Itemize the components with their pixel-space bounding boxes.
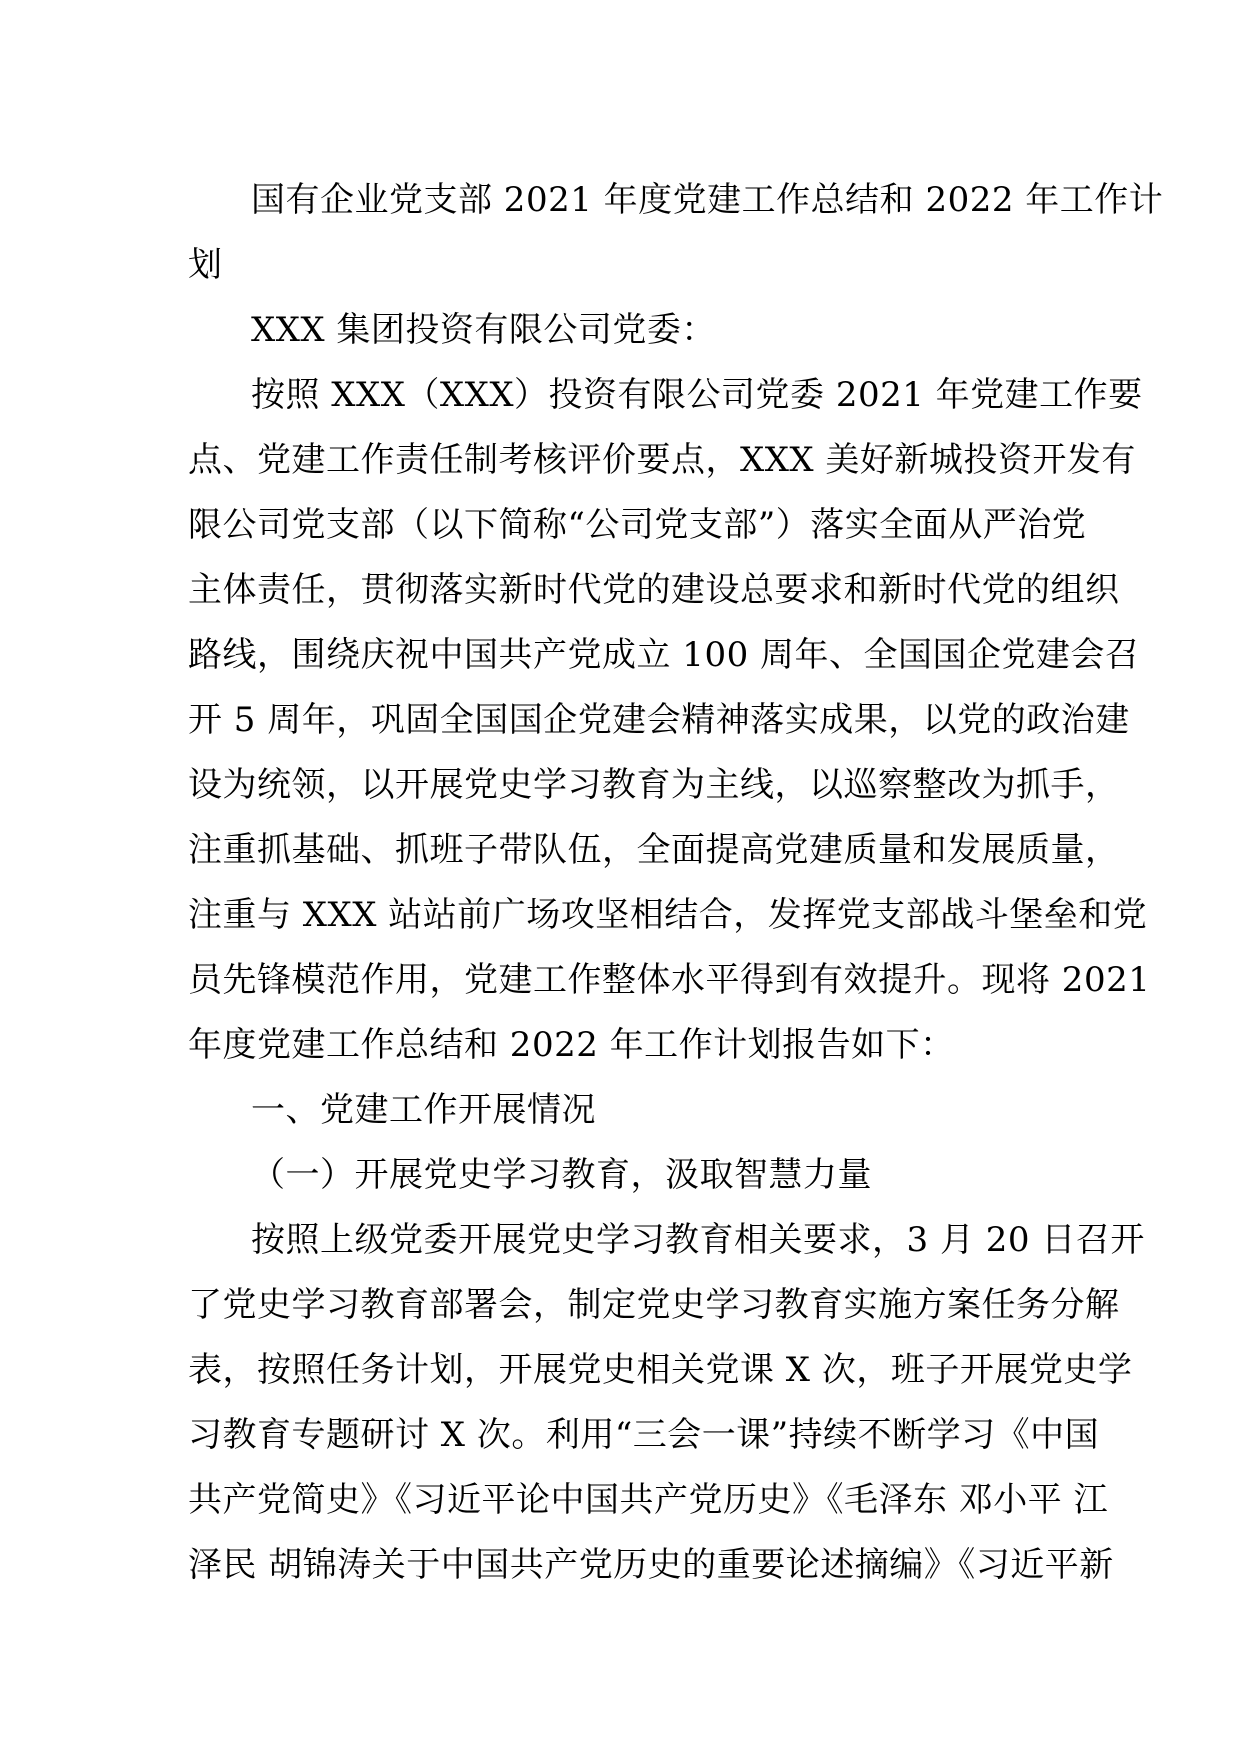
intro-paragraph-line-8: 注重抓基础、抓班子带队伍，全面提高党建质量和发展质量， xyxy=(188,830,1120,870)
body-paragraph-line-2: 了党史学习教育部署会，制定党史学习教育实施方案任务分解 xyxy=(188,1285,1120,1325)
intro-paragraph-line-6: 开 5 周年，巩固全国国企党建会精神落实成果，以党的政治建 xyxy=(188,700,1130,740)
intro-paragraph-line-5: 路线，围绕庆祝中国共产党成立 100 周年、全国国企党建会召 xyxy=(188,635,1140,675)
intro-paragraph-line-2: 点、党建工作责任制考核评价要点，XXX 美好新城投资开发有 xyxy=(188,440,1136,480)
intro-paragraph-line-4: 主体责任，贯彻落实新时代党的建设总要求和新时代党的组织 xyxy=(188,570,1120,610)
section-heading: 一、党建工作开展情况 xyxy=(251,1090,596,1130)
intro-paragraph-line-10: 员先锋模范作用，党建工作整体水平得到有效提升。现将 2021 xyxy=(188,960,1151,1000)
document-body xyxy=(188,168,1164,1598)
body-paragraph-line-3: 表，按照任务计划，开展党史相关党课 X 次，班子开展党史学 xyxy=(188,1350,1133,1390)
body-paragraph-line-1: 按照上级党委开展党史学习教育相关要求，3 月 20 日召开 xyxy=(251,1220,1145,1260)
document-title-line-1: 国有企业党支部 2021 年度党建工作总结和 2022 年工作计 xyxy=(251,180,1164,220)
body-paragraph-line-4: 习教育专题研讨 X 次。利用“三会一课”持续不断学习《中国 xyxy=(188,1415,1100,1455)
intro-paragraph-line-9: 注重与 XXX 站站前广场攻坚相结合，发挥党支部战斗堡垒和党 xyxy=(188,895,1148,935)
subsection-heading: （一）开展党史学习教育，汲取智慧力量 xyxy=(251,1155,872,1195)
body-paragraph-line-6: 泽民 胡锦涛关于中国共产党历史的重要论述摘编》《习近平新 xyxy=(188,1545,1114,1585)
intro-paragraph-line-1: 按照 XXX（XXX）投资有限公司党委 2021 年党建工作要 xyxy=(251,375,1143,415)
intro-paragraph-line-7: 设为统领，以开展党史学习教育为主线，以巡察整改为抓手， xyxy=(188,765,1120,805)
salutation: XXX 集团投资有限公司党委： xyxy=(251,310,716,350)
body-paragraph-line-5: 共产党简史》《习近平论中国共产党历史》《毛泽东 邓小平 江 xyxy=(188,1480,1109,1520)
intro-paragraph-line-11: 年度党建工作总结和 2022 年工作计划报告如下： xyxy=(188,1025,955,1065)
intro-paragraph-line-3: 限公司党支部（以下简称“公司党支部”）落实全面从严治党 xyxy=(188,505,1087,545)
document-title-line-2: 划 xyxy=(188,245,223,285)
